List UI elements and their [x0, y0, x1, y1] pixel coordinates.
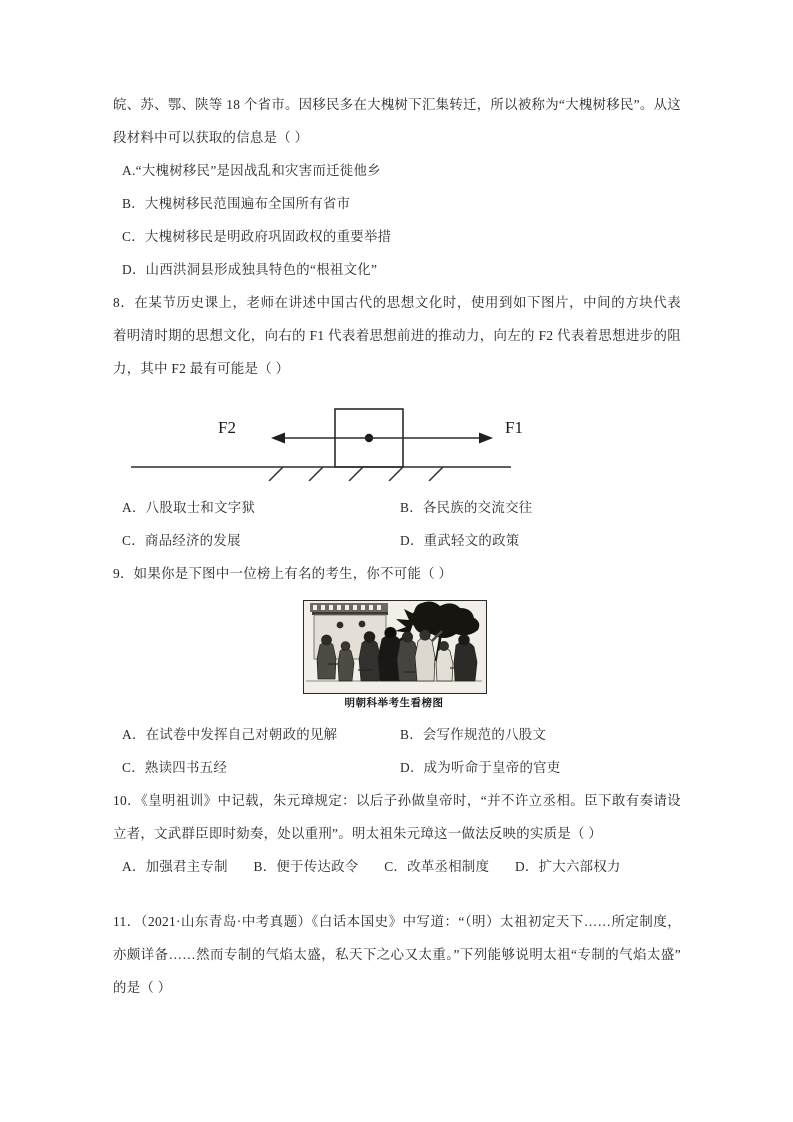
- question-7-option-c[interactable]: C．大槐树移民是明政府巩固政权的重要举措: [122, 229, 392, 244]
- spacer: [113, 385, 681, 395]
- question-9-option-d[interactable]: D．成为听命于皇帝的官吏: [400, 760, 561, 775]
- question-7-continuation-text: 皖、苏、鄂、陕等 18 个省市。因移民多在大槐树下汇集转迁，所以被称为“大槐树移民”。从这段材料中可以获取的信息是（ ）: [113, 97, 681, 145]
- question-8-option-c[interactable]: C．商品经济的发展: [122, 533, 241, 548]
- f1-arrow-head: [479, 433, 493, 444]
- question-10-option-a[interactable]: A．加强君主专制: [122, 859, 228, 874]
- question-8-options-row-1: [113, 491, 681, 524]
- question-8-option-d[interactable]: D．重武轻文的政策: [400, 533, 520, 548]
- question-8-option-a[interactable]: A．八股取士和文字狱: [122, 500, 256, 515]
- question-9-option-c[interactable]: C．熟读四书五经: [122, 760, 228, 775]
- question-8-stem: 8．在某节历史课上，老师在讲述中国古代的思想文化时，使用到如下图片，中间的方块代表着明清时期的思想文化，向右的 F1 代表着思想前进的推动力，向左的 F2 代表着思想进步的阻力，其中 F2 最有可能是（ ）: [113, 295, 681, 376]
- spacer: [113, 883, 681, 905]
- question-11-stem: 11．（2021·山东青岛·中考真题）《白话本国史》中写道：“（明）太祖初定天下……所定制度，亦颇详备……然而专制的气焰太盛，私天下之心又太重。”下列能够说明太祖“专制的气焰太盛”的是（ ）: [113, 914, 681, 995]
- force-diagram-svg: [113, 395, 681, 481]
- question-9-option-a[interactable]: A．在试卷中发挥自己对朝政的见解: [122, 727, 338, 742]
- question-7-option-d[interactable]: D．山西洪洞县形成独具特色的“根祖文化”: [122, 262, 378, 277]
- question-7-option-b[interactable]: B．大槐树移民范围遍布全国所有省市: [122, 196, 351, 211]
- page-content: [113, 88, 681, 1004]
- spacer: [113, 481, 681, 491]
- question-8-force-diagram: [113, 395, 681, 481]
- f2-arrow-head: [271, 433, 285, 444]
- question-9-options-row-1: [113, 718, 681, 751]
- question-10-option-d[interactable]: D．扩大六部权力: [514, 859, 621, 874]
- question-9-option-b[interactable]: B．会写作规范的八股文: [400, 727, 547, 742]
- question-10-option-b[interactable]: B．便于传达政令: [253, 859, 359, 874]
- question-10-stem: 10．《皇明祖训》中记载，朱元璋规定：以后子孙做皇帝时，“并不许立丞相。臣下敢有奏请设立者，文武群臣即时劾奏，处以重刑”。明太祖朱元璋这一做法反映的实质是（ ）: [113, 793, 681, 841]
- question-10-option-c[interactable]: C．改革丞相制度: [384, 859, 490, 874]
- woodcut-svg: [304, 601, 484, 691]
- question-9-figure: [113, 600, 681, 718]
- spacer: [113, 590, 681, 600]
- question-8-option-b[interactable]: B．各民族的交流交往: [400, 500, 533, 515]
- question-7-option-a[interactable]: A.“大槐树移民”是因战乱和灾害而迁徙他乡: [122, 163, 381, 178]
- question-8-options-row-2: [113, 524, 681, 557]
- ming-exam-woodcut-image: [303, 600, 487, 694]
- question-10-options-row: [113, 850, 681, 883]
- f1-label: F1: [505, 418, 523, 437]
- f2-label: F2: [218, 418, 236, 437]
- question-9-figure-caption: 明朝科举考生看榜图: [344, 697, 444, 709]
- ground-hatching: [269, 467, 443, 481]
- question-9-options-row-2: [113, 751, 681, 784]
- question-9-stem: 9．如果你是下图中一位榜上有名的考生，你不可能（ ）: [113, 566, 453, 581]
